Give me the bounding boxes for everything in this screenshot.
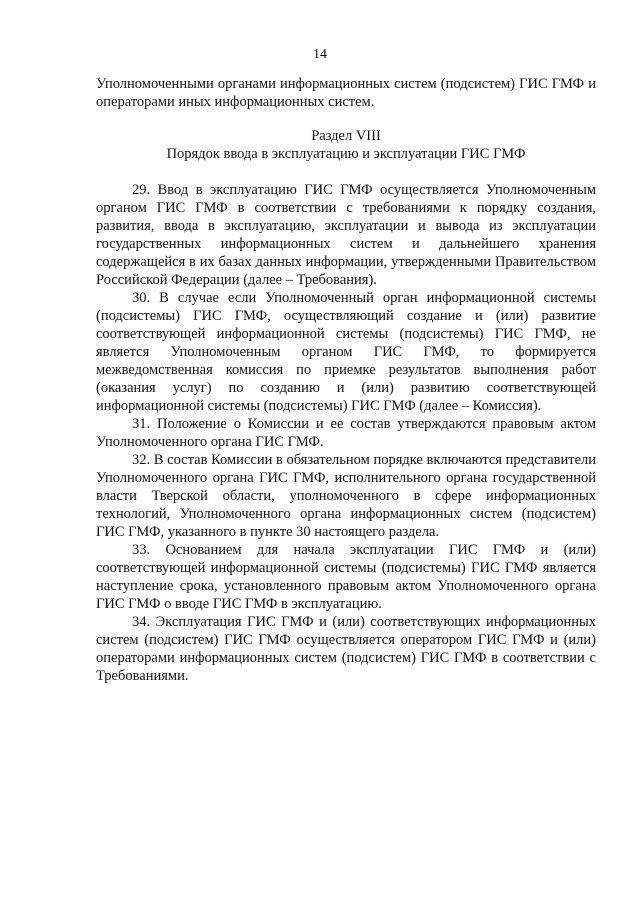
document-body (96, 75, 596, 685)
section-title: Порядок ввода в эксплуатацию и эксплуатации ГИС ГМФ (166, 146, 526, 162)
section-heading (96, 127, 596, 163)
section-label: Раздел VIII (311, 128, 381, 144)
page-number: 14 (313, 47, 327, 62)
paragraph-32: 32. В состав Комиссии в обязательном порядке включаются представители Уполномоченного органа ГИС ГМФ, исполнительного органа государственной власти Тверской области, уполномоченного в сфере информационных технологий, Уполномоченного органа информационных систем (подсистем) ГИС ГМФ, указанного в пункте 30 настоящего раздела. (96, 452, 596, 540)
paragraph-29: 29. Ввод в эксплуатацию ГИС ГМФ осуществляется Уполномоченным органом ГИС ГМФ в соответствии с требованиями к порядку создания, развития, ввода в эксплуатацию, эксплуатации и вывода из эксплуатации государственных информационных систем и дальнейшего хранения содержащейся в их базах данных информации, утвержденными Правительством Российской Федерации (далее – Требования). (96, 182, 596, 288)
intro-paragraph: Уполномоченными органами информационных систем (подсистем) ГИС ГМФ и операторами иных информационных систем. (96, 76, 596, 110)
section-spacer (96, 163, 596, 181)
paragraph-33: 33. Основанием для начала эксплуатации ГИС ГМФ и (или) соответствующей информационной системы (подсистемы) ГИС ГМФ является наступление срока, установленного правовым актом Уполномоченного органа ГИС ГМФ о вводе ГИС ГМФ в эксплуатацию. (96, 542, 596, 612)
paragraph-30: 30. В случае если Уполномоченный орган информационной системы (подсистемы) ГИС ГМФ, осуществляющий создание и (или) развитие соответствующей информационной системы (подсистемы) ГИС ГМФ, не является Уполномоченным органом ГИС ГМФ, то формируется межведомственная комиссия по приемке результатов выполнения работ (оказания услуг) по созданию и (или) развитию соответствующей информационной системы (подсистемы) ГИС ГМФ (далее – Комиссия). (96, 290, 596, 414)
paragraph-31: 31. Положение о Комиссии и ее состав утверждаются правовым актом Уполномоченного органа ГИС ГМФ. (96, 416, 596, 450)
paragraph-34: 34. Эксплуатация ГИС ГМФ и (или) соответствующих информационных систем (подсистем) ГИС ГМФ осуществляется оператором ГИС ГМФ и (или) операторами информационных систем (подсистем) ГИС ГМФ в соответствии с Требованиями. (96, 614, 596, 684)
